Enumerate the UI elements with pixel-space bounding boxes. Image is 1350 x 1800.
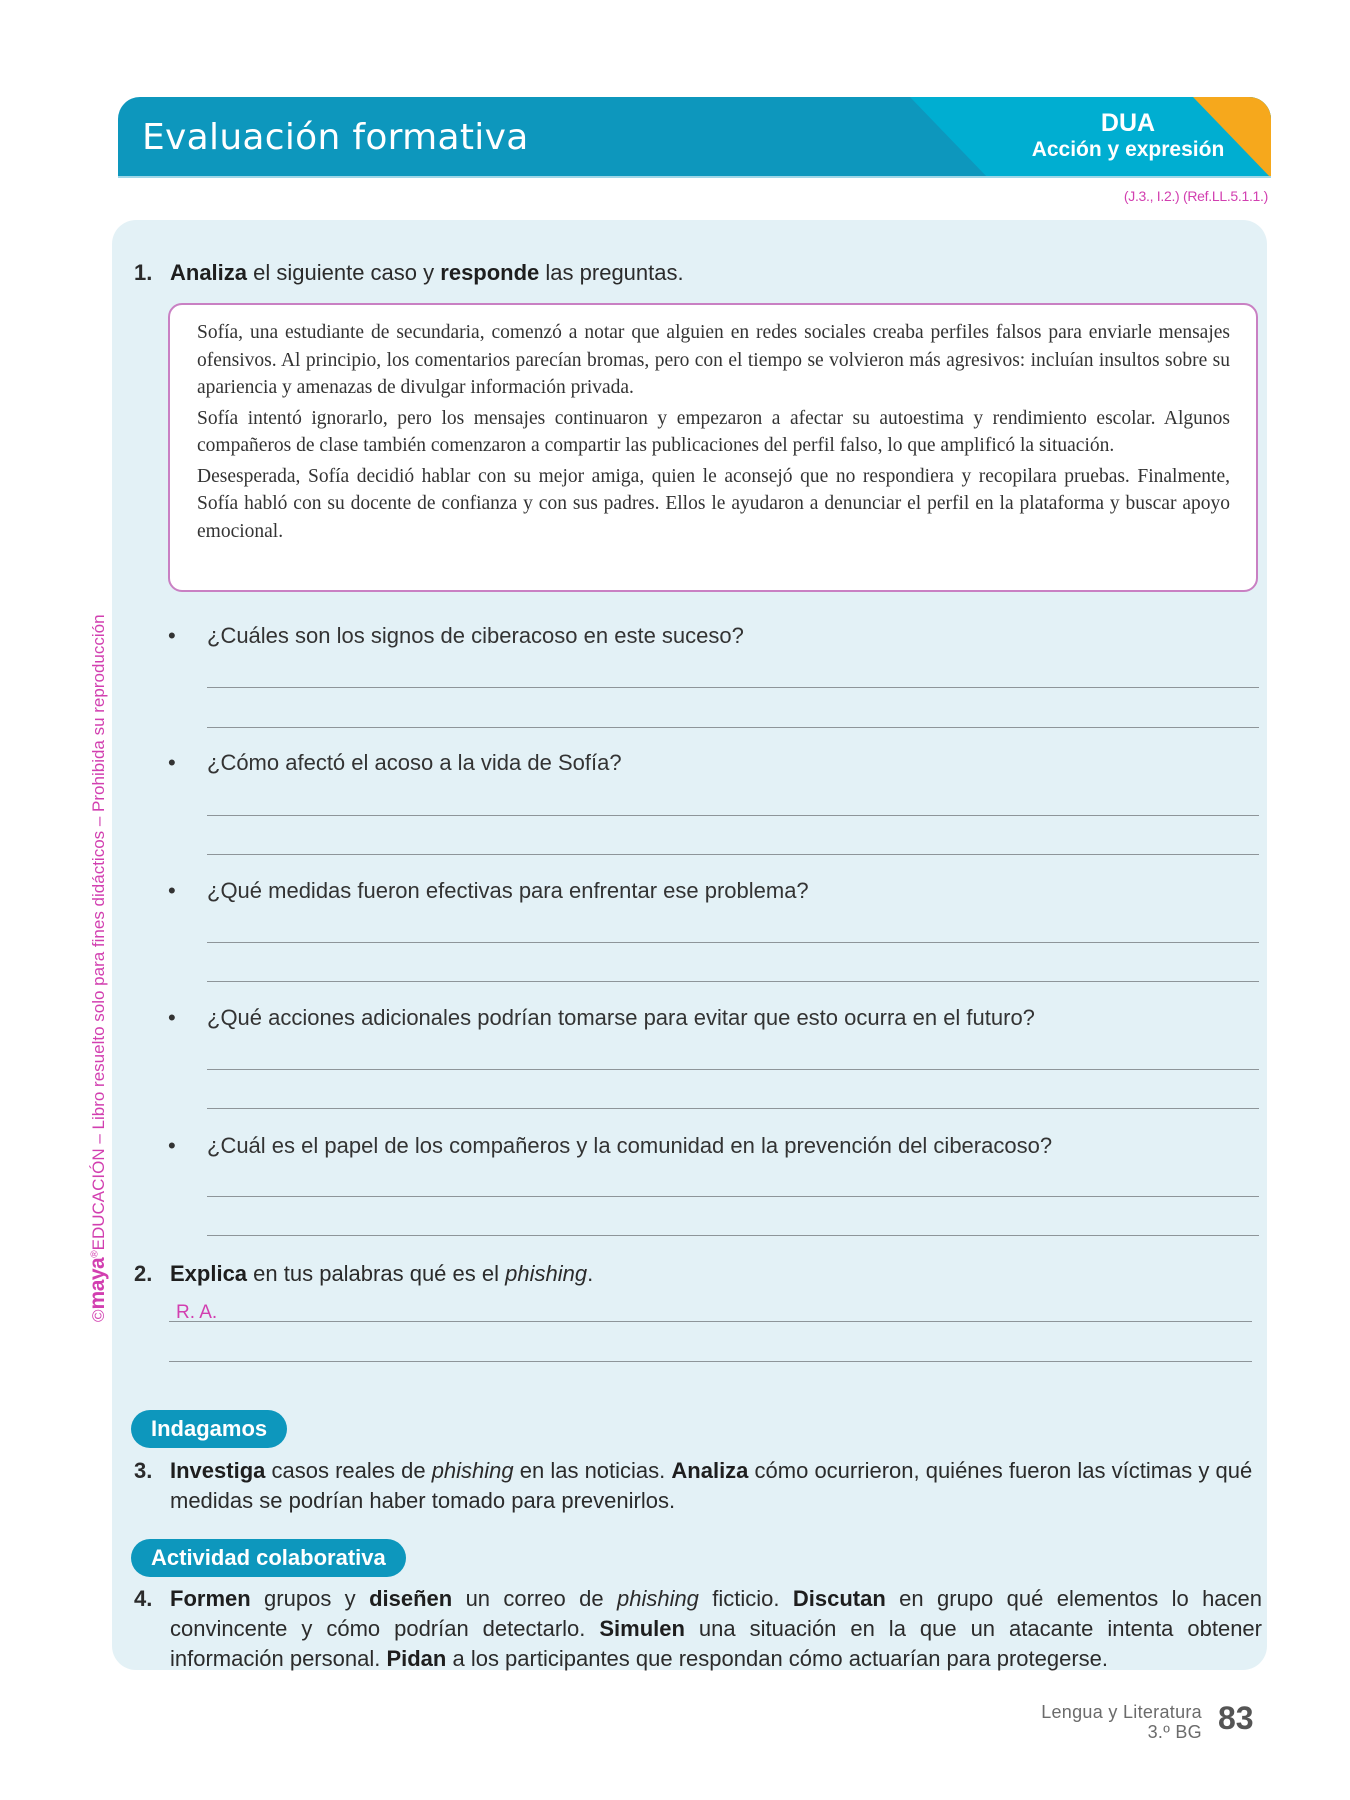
instruction-verb: Investiga — [170, 1458, 266, 1483]
answer-line[interactable] — [207, 727, 1259, 728]
sub-question — [168, 621, 744, 651]
bullet-icon: • — [168, 623, 176, 648]
section-header — [118, 97, 1271, 178]
bullet-icon: • — [168, 878, 176, 903]
instruction-verb: Discutan — [792, 1586, 886, 1611]
grade-level: 3.º BG — [1147, 1722, 1202, 1742]
term-italic: phishing — [616, 1586, 699, 1611]
question-number: 2. — [134, 1261, 153, 1286]
answer-line[interactable] — [207, 981, 1259, 982]
question-number: 4. — [134, 1586, 153, 1611]
question-1-heading — [134, 258, 684, 288]
instruction-text: grupos y — [250, 1586, 370, 1611]
brand-logo: maya — [86, 1257, 109, 1310]
instruction-text: en grupo qué elementos lo hacen convincente y cómo podrían detectarlo. — [170, 1586, 1263, 1641]
answer-line[interactable] — [207, 942, 1259, 943]
instruction-text: . — [587, 1261, 594, 1286]
dua-badge — [1013, 109, 1243, 163]
answer-line[interactable] — [207, 815, 1259, 816]
case-paragraph: Sofía intentó ignorarlo, pero los mensajes continuaron y empezaron a afectar su autoestima y rendimiento escolar. Algunos compañeros de clase también comenzaron a compartir las publicaciones del perfil falso, lo que amplificó la situación. — [197, 407, 1230, 456]
section-label-indagamos: Indagamos — [131, 1410, 287, 1448]
question-number: 3. — [134, 1458, 153, 1483]
answer-line[interactable] — [207, 1196, 1259, 1197]
curriculum-reference: (J.3., I.2.) (Ref.LL.5.1.1.) — [1123, 188, 1268, 204]
page-title: Evaluación formativa — [142, 117, 529, 158]
instruction-text: un correo de — [452, 1586, 617, 1611]
instruction-text: en las noticias. — [513, 1458, 672, 1483]
instruction-text: el siguiente caso y — [247, 260, 441, 285]
question-number: 1. — [134, 260, 153, 285]
instruction-verb: Pidan — [386, 1646, 447, 1671]
copyright-watermark — [86, 482, 110, 1322]
question-4-body — [170, 1584, 1262, 1674]
instruction-verb: Explica — [170, 1261, 248, 1286]
answer-line[interactable] — [207, 1235, 1259, 1236]
instruction-verb: responde — [440, 260, 540, 285]
term-italic: phishing — [431, 1458, 514, 1483]
term-italic: phishing — [505, 1261, 588, 1286]
sub-question-text: ¿Qué acciones adicionales podrían tomarse para evitar que esto ocurra en el futuro? — [207, 1005, 1035, 1030]
instruction-text: cómo ocurrieron, quiénes fueron las víctimas y qué medidas se podrían haber tomado para prevenirlos. — [170, 1458, 1253, 1513]
sub-question-text: ¿Qué medidas fueron efectivas para enfrentar ese problema? — [207, 878, 809, 903]
sub-question — [168, 748, 622, 778]
sub-question — [168, 876, 809, 906]
case-paragraph: Desesperada, Sofía decidió hablar con su mejor amiga, quien le aconsejó que no respondiera y recopilara pruebas. Finalmente, Sofía habló con su docente de confianza y con sus padres. Ellos le ayudaron a denunciar el perfil en la plataforma y buscar apoyo emocional. — [197, 465, 1230, 542]
answer-line[interactable] — [169, 1321, 1252, 1322]
instruction-verb: Analiza — [671, 1458, 749, 1483]
instruction-text: casos reales de — [265, 1458, 432, 1483]
answer-line[interactable] — [207, 1108, 1259, 1109]
instruction-text: a los participantes que respondan cómo actuarían para protegerse. — [446, 1646, 1108, 1671]
answer-text: R. A. — [176, 1302, 218, 1323]
sub-question — [168, 1003, 1035, 1033]
instruction-text: una situación en la que un atacante intenta obtener información personal. — [170, 1616, 1262, 1671]
question-3 — [134, 1456, 1262, 1516]
section-label-actividad-colaborativa: Actividad colaborativa — [131, 1539, 406, 1577]
instruction-verb: Simulen — [599, 1616, 685, 1641]
answer-line[interactable] — [169, 1361, 1252, 1362]
instruction-verb: Formen — [170, 1586, 251, 1611]
bullet-icon: • — [168, 1133, 176, 1158]
question-2-heading — [134, 1259, 593, 1289]
instruction-text: ficticio. — [698, 1586, 793, 1611]
sub-question — [168, 1131, 1052, 1161]
bullet-icon: • — [168, 750, 176, 775]
subject-name: Lengua y Literatura — [1041, 1702, 1202, 1722]
dua-badge-title: DUA — [1100, 109, 1156, 137]
answer-line[interactable] — [207, 1069, 1259, 1070]
question-4 — [134, 1584, 1262, 1674]
page-number: 83 — [1218, 1700, 1254, 1736]
case-study-box — [168, 303, 1258, 592]
dua-badge-subtitle: Acción y expresión — [1031, 138, 1225, 161]
question-3-body — [170, 1456, 1262, 1516]
case-paragraph: Sofía, una estudiante de secundaria, comenzó a notar que alguien en redes sociales creaba perfiles falsos para enviarle mensajes ofensivos. Al principio, los comentarios parecían bromas, pero con el tiempo se volvieron más agresivos: incluían insultos sobre su apariencia y amenazas de divulgar información privada. — [197, 322, 1230, 398]
watermark-text: EDUCACIÓN – Libro resuelto solo para fines didácticos – Prohibida su reproducción — [89, 614, 108, 1251]
bullet-icon: • — [168, 1005, 176, 1030]
instruction-verb: diseñen — [369, 1586, 453, 1611]
instruction-text: las preguntas. — [539, 260, 684, 285]
sub-question-text: ¿Cómo afectó el acoso a la vida de Sofía? — [207, 750, 622, 775]
sub-question-text: ¿Cuál es el papel de los compañeros y la comunidad en la prevención del ciberacoso? — [207, 1133, 1053, 1158]
registered-symbol: ® — [89, 1250, 101, 1258]
instruction-verb: Analiza — [170, 260, 248, 285]
instruction-text: en tus palabras qué es el — [247, 1261, 506, 1286]
copyright-symbol: © — [89, 1309, 108, 1322]
footer-subject — [1041, 1702, 1202, 1742]
sub-question-text: ¿Cuáles son los signos de ciberacoso en este suceso? — [207, 623, 744, 648]
answer-line[interactable] — [207, 854, 1259, 855]
answer-line[interactable] — [207, 687, 1259, 688]
